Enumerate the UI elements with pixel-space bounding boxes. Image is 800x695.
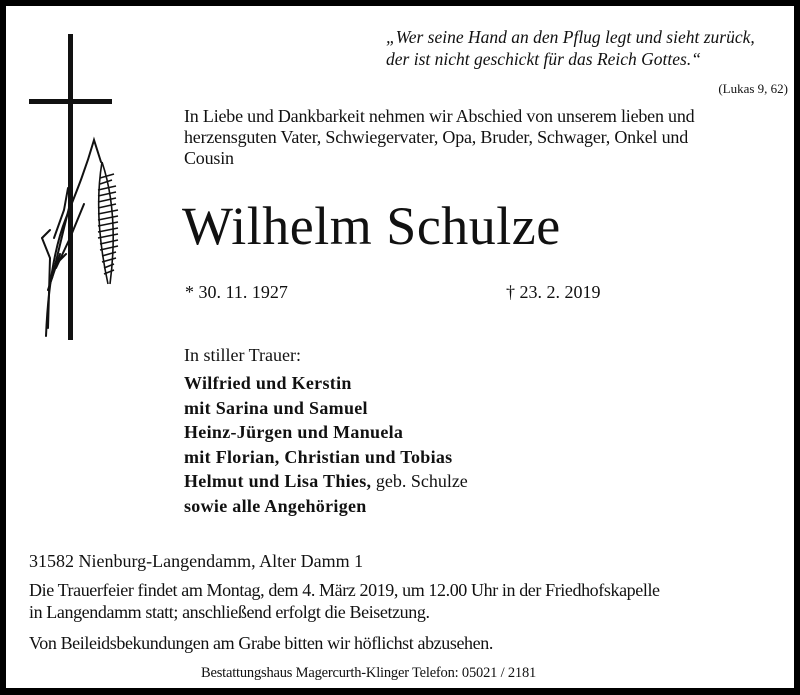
intro-line: herzensguten Vater, Schwiegervater, Opa, Bruder, Schwager, Onkel und (184, 127, 689, 147)
intro-line: Cousin (184, 148, 234, 168)
deceased-name: Wilhelm Schulze (182, 196, 561, 256)
mourner-line: mit Florian, Christian und Tobias (184, 446, 453, 467)
quote-line: „Wer seine Hand an den Pflug legt und sieht zurück, (386, 27, 755, 47)
ceremony-info (29, 579, 660, 623)
mourner-line (184, 469, 468, 494)
maiden-name: geb. Schulze (371, 471, 468, 491)
obituary-notice (6, 6, 794, 688)
mourner-name: Helmut und Lisa Thies, (184, 471, 372, 491)
birth-date: * 30. 11. 1927 (185, 282, 288, 302)
mourner-line: Heinz-Jürgen und Manuela (184, 422, 404, 442)
ceremony-line: Die Trauerfeier findet am Montag, dem 4. März 2019, um 12.00 Uhr in der Friedhofskapelle (29, 580, 660, 600)
funeral-home-info: Bestattungshaus Magercurth-Klinger Telefon: 05021 / 2181 (201, 665, 537, 681)
ceremony-line: in Langendamm statt; anschließend erfolgt die Beisetzung. (29, 602, 430, 622)
mourner-line: sowie alle Angehörigen (184, 495, 367, 516)
mourners-list (184, 371, 468, 518)
death-date: † 23. 2. 2019 (506, 282, 601, 302)
mourning-label: In stiller Trauer: (184, 345, 301, 365)
quote-line: der ist nicht geschickt für das Reich Gottes.“ (386, 49, 701, 69)
condolence-note: Von Beileidsbekundungen am Grabe bitten wir höflichst abzusehen. (29, 633, 493, 653)
address: 31582 Nienburg-Langendamm, Alter Damm 1 (29, 551, 364, 571)
intro-text (184, 106, 694, 169)
intro-line: In Liebe und Dankbarkeit nehmen wir Abschied von unserem lieben und (184, 106, 695, 126)
cross-with-wheat-icon (26, 28, 156, 348)
bible-quote (386, 26, 794, 96)
mourner-line: Wilfried und Kerstin (184, 373, 352, 393)
mourner-line: mit Sarina und Samuel (184, 397, 368, 418)
quote-reference: (Lukas 9, 62) (718, 81, 788, 96)
